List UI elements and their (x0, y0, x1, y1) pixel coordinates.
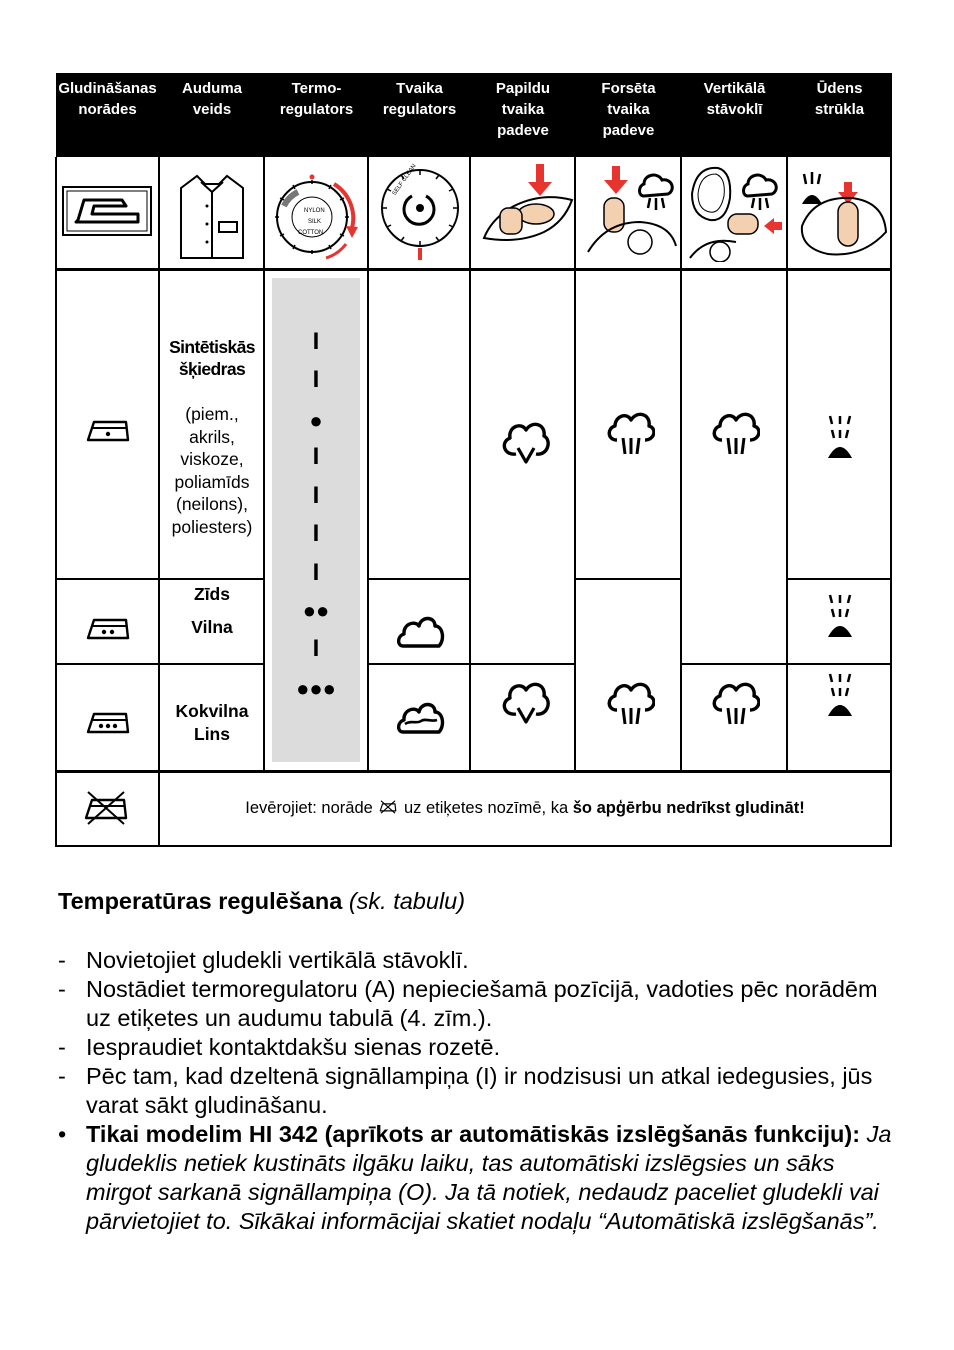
vertical-steam-burst-icon (710, 680, 760, 726)
bullet-marker: • (58, 1121, 67, 1147)
iron-two-dots-icon (86, 616, 130, 640)
note-prefix: Ievērojiet: norāde (245, 799, 373, 817)
forced-steam-burst-icon (605, 410, 655, 456)
dial-mark-two-dots: ●● (302, 598, 330, 623)
dial-label-self-clean: SELF CLEAN (391, 163, 418, 197)
dial-mark: I (312, 366, 320, 393)
do-not-iron-note (160, 797, 890, 819)
forced-steam-icon (582, 162, 680, 260)
water-spray-icon (824, 591, 856, 639)
list-marker: - (58, 947, 66, 973)
dial-mark-one-dot: ● (309, 408, 323, 433)
section-title-reference: (sk. tabulu) (348, 888, 466, 914)
care-label-iron-icon (62, 186, 152, 236)
dial-mark: I (312, 559, 320, 586)
bullet-item-auto-off (58, 1120, 898, 1265)
water-spray-button-icon (792, 162, 890, 262)
note-warning: šo apģērbu nedrīkst gludināt! (572, 799, 805, 817)
list-item (58, 1062, 898, 1120)
fabric-synthetic-examples: (piem., akrils, viskoze, poliamīds (neilons), poliesters) (171, 404, 253, 537)
fabric-silk: Zīds (194, 583, 230, 604)
dial-label-silk: SILK (308, 219, 322, 225)
list-item-text: Novietojiet gludekli vertikālā stāvoklī. (86, 947, 469, 973)
header-forced-steam: Forsēta tvaika padeve (601, 80, 656, 139)
shirt-icon (177, 170, 247, 262)
iron-one-dot-icon (86, 418, 130, 442)
dial-mark: I (312, 482, 320, 509)
dial-label-nylon: NYLON (304, 208, 325, 214)
dial-mark: I (312, 520, 320, 547)
extra-steam-icon (500, 678, 550, 724)
thermostat-dial-icon (268, 170, 364, 264)
header-water-spray: Ūdens strūkla (814, 80, 865, 118)
list-item-text: Pēc tam, kad dzeltenā signāllampiņa (I) ir nodzisusi un atkal iedegusies, jūs varat sākt gludināšanu. (86, 1063, 873, 1118)
forced-steam-burst-icon (605, 680, 655, 726)
section-heading (58, 887, 465, 916)
steam-high-icon (397, 690, 445, 738)
dial-label-cotton: COTTON (298, 230, 324, 236)
steam-regulator-dial-icon (376, 160, 464, 262)
do-not-iron-inline-icon (377, 800, 399, 814)
list-marker: - (58, 1063, 66, 1089)
header-vertical: Vertikālā stāvoklī (703, 80, 766, 118)
extra-steam-button-icon (478, 160, 574, 260)
dial-mark-three-dots: ●●● (296, 676, 336, 701)
list-item-text: Nostādiet termoregulatoru (A) nepieciešamā pozīcijā, vadoties pēc norādēm uz etiķetes un audumu tabulā (4. zīm.). (86, 976, 878, 1031)
dial-mark: I (312, 443, 320, 470)
header-steam-regulator: Tvaika regulators (382, 80, 457, 118)
note-middle: uz etiķetes nozīmē, ka (403, 799, 569, 817)
bullet-bold-text: Tikai modelim HI 342 (aprīkots ar automātiskās izslēgšanās funkciju): (86, 1121, 861, 1147)
list-item (58, 946, 898, 975)
list-marker: - (58, 976, 66, 1002)
header-fabric-type: Auduma veids (182, 80, 242, 118)
iron-three-dots-icon (86, 710, 130, 734)
section-title: Temperatūras regulēšana (58, 888, 343, 914)
water-spray-icon (824, 670, 856, 718)
bullet-italic-text: Ja gludeklis netiek kustināts ilgāku laiku, tas automātiski izslēgsies un sāks mirgot sarkanā signāllampiņa (O). Ja tā notiek, nedaudz paceliet gludekli vai pārvietojiet to. Sīkākai informācijai skatiet nodaļu “Automātiskā izslēgšanās”. (86, 1121, 892, 1234)
dial-mark: I (312, 328, 320, 355)
water-spray-icon (824, 412, 856, 460)
fabric-wool: Vilna (191, 617, 233, 637)
fabric-cotton-linen: Kokvilna Lins (175, 701, 249, 744)
dial-mark: I (312, 635, 320, 662)
list-item (58, 1033, 898, 1062)
header-thermostat: Termo- regulators (279, 80, 354, 118)
fabric-synthetic-title: Sintētiskās šķiedras (169, 336, 255, 379)
list-item-text: Iespraudiet kontaktdakšu sienas rozetē. (86, 1034, 501, 1060)
list-marker: - (58, 1034, 66, 1060)
header-extra-steam: Papildu tvaika padeve (495, 80, 551, 139)
vertical-steam-icon (686, 162, 784, 262)
fabric-synthetic (160, 313, 264, 628)
do-not-iron-icon (84, 790, 128, 826)
bullet-text (86, 1120, 901, 1236)
list-item (58, 975, 898, 1033)
vertical-steam-burst-icon (710, 410, 760, 456)
header-ironing-instructions: Gludināšanas norādes (58, 80, 157, 118)
extra-steam-icon (500, 418, 550, 464)
steam-low-icon (397, 612, 445, 652)
